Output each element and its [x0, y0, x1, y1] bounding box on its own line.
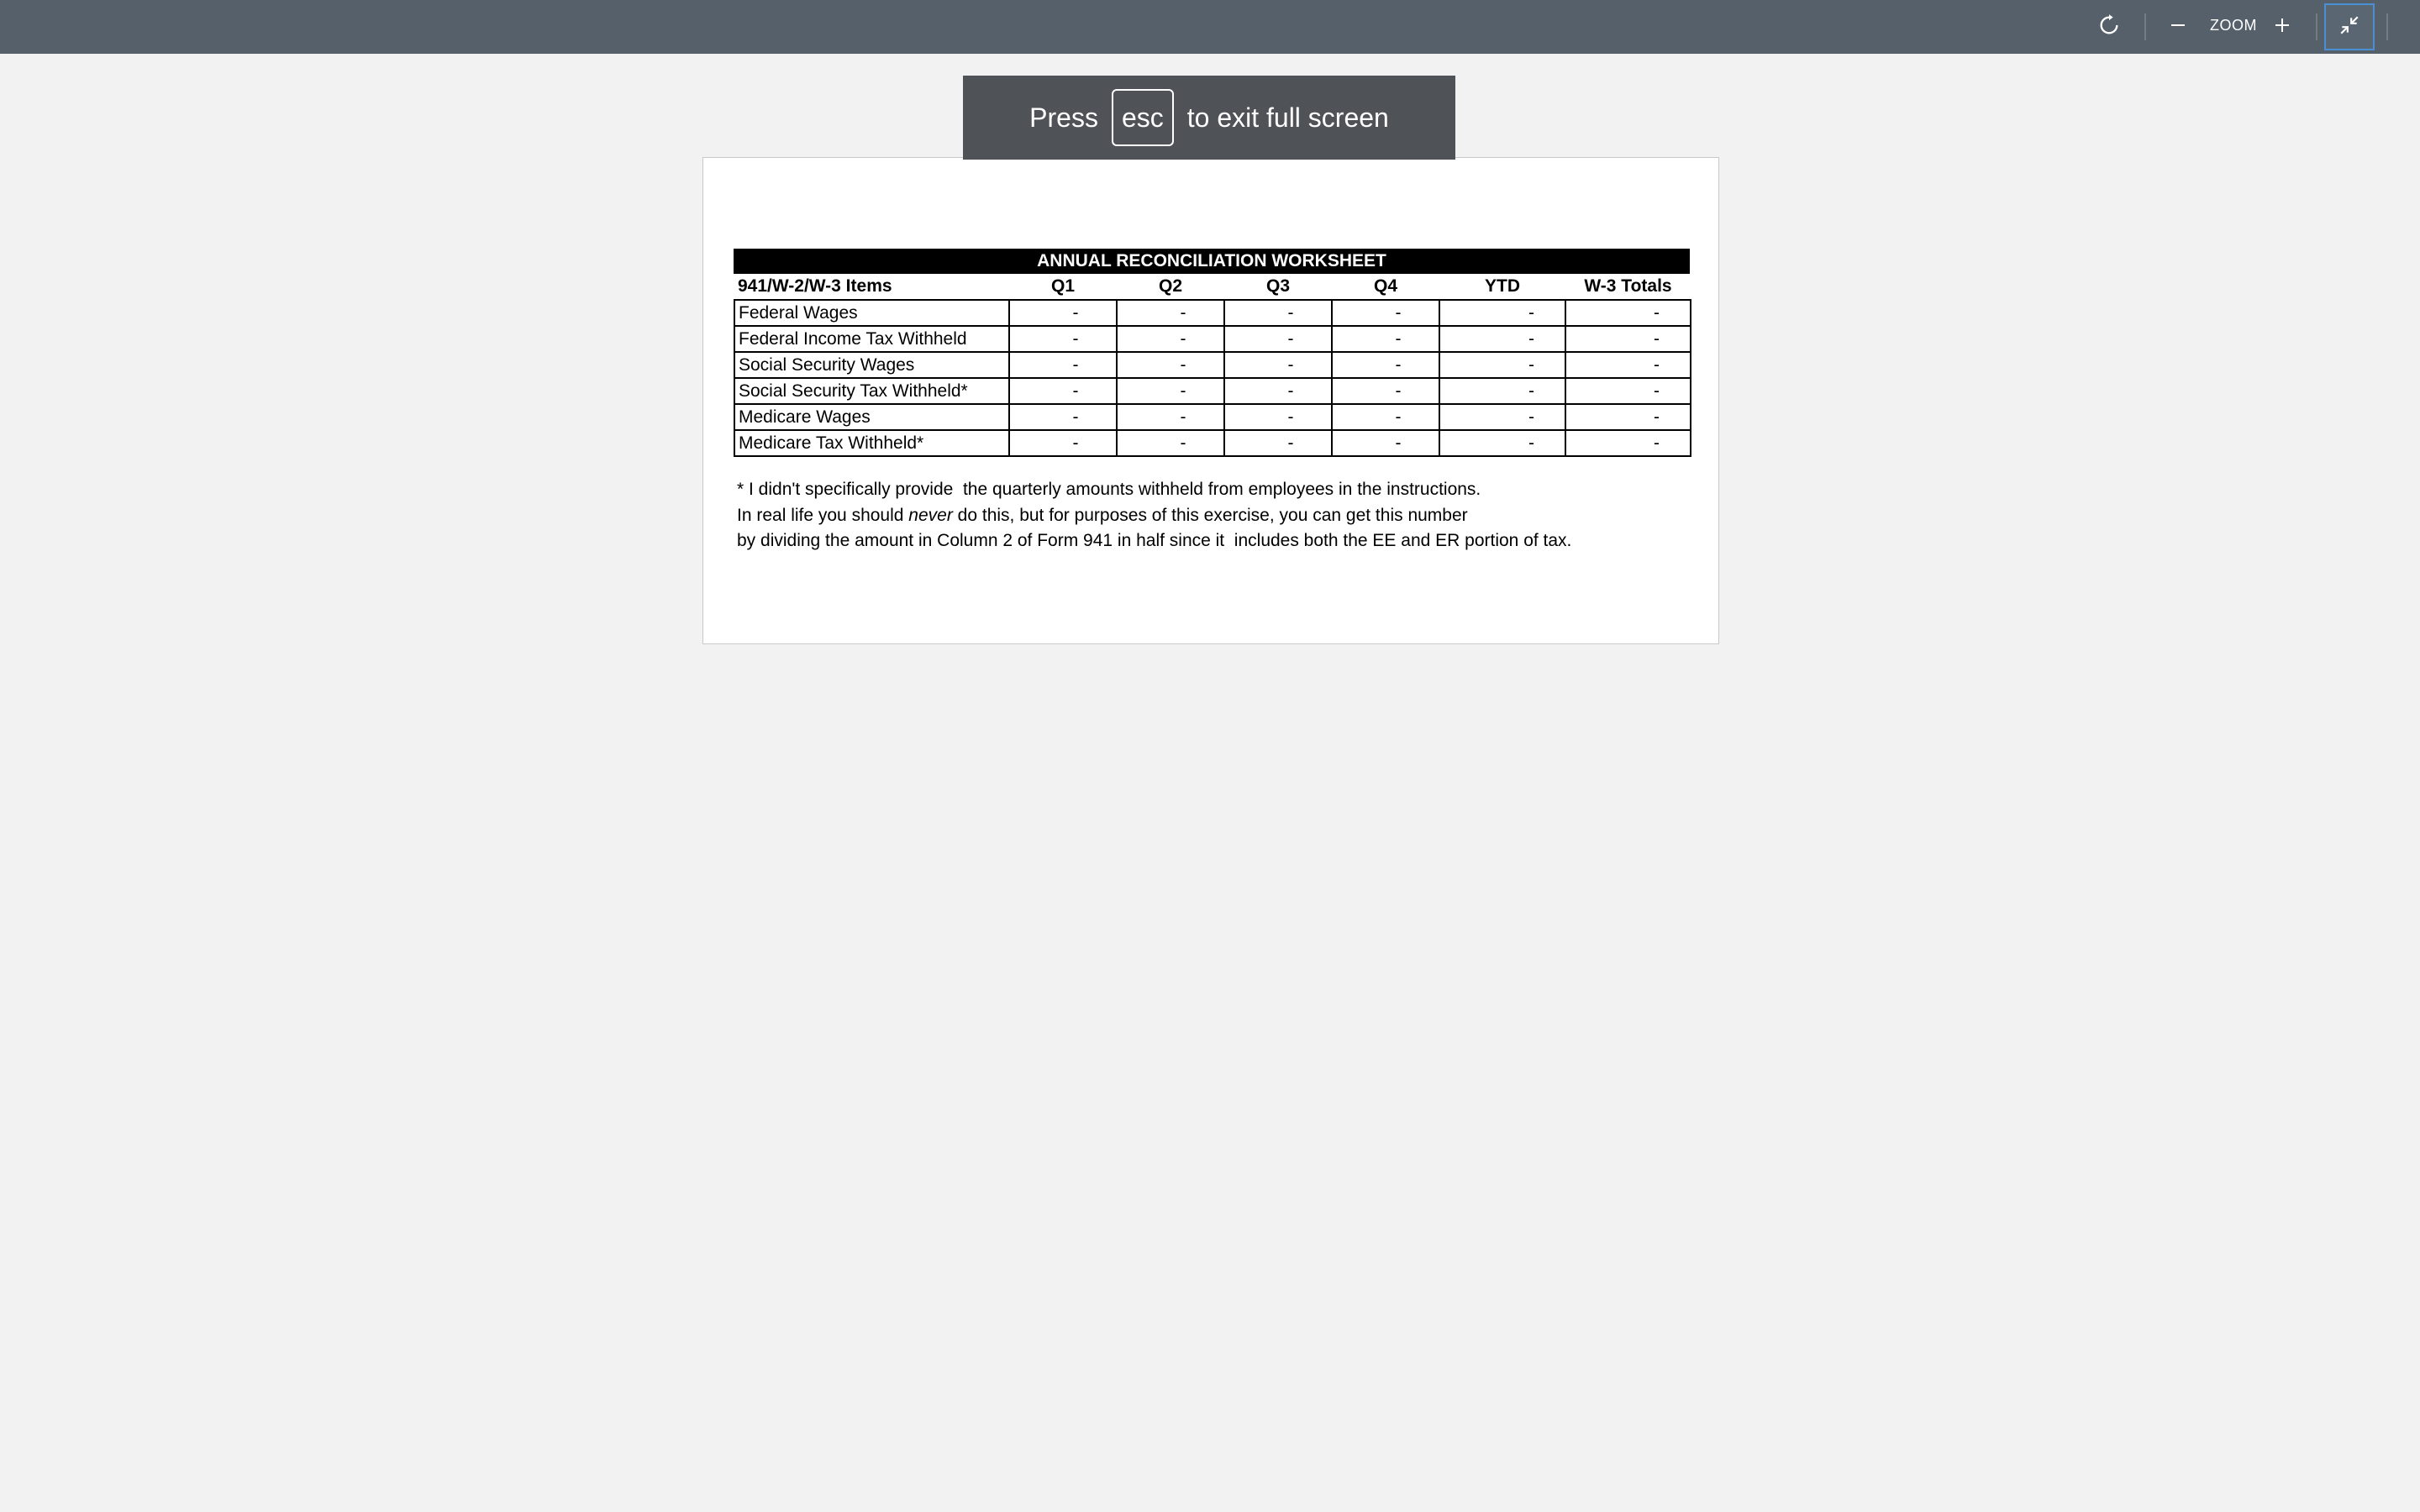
row-label: Social Security Tax Withheld* [734, 378, 1009, 404]
footnote [737, 477, 1695, 554]
column-header: YTD [1485, 276, 1520, 296]
table-cell: - [1565, 326, 1691, 352]
table-cell: - [1224, 326, 1332, 352]
table-cell: - [1565, 430, 1691, 456]
column-header: Q1 [1050, 276, 1075, 296]
table-cell: - [1565, 378, 1691, 404]
row-label: Social Security Wages [734, 352, 1009, 378]
rotate-icon [2097, 13, 2121, 41]
toolbar-divider [2386, 13, 2388, 40]
column-header: W-3 Totals [1584, 276, 1672, 296]
zoom-out-button[interactable] [2161, 10, 2195, 44]
toolbar-divider [2316, 13, 2317, 40]
table-row [734, 300, 1691, 326]
table-cell: - [1332, 378, 1439, 404]
table-row [734, 378, 1691, 404]
table-cell: - [1009, 404, 1117, 430]
table-cell: - [1224, 430, 1332, 456]
table-cell: - [1332, 430, 1439, 456]
table-cell: - [1439, 300, 1565, 326]
table-cell: - [1332, 300, 1439, 326]
viewer-toolbar [0, 0, 2420, 54]
document-page [702, 157, 1719, 644]
row-label: Medicare Wages [734, 404, 1009, 430]
table-cell: - [1224, 300, 1332, 326]
worksheet-title: ANNUAL RECONCILIATION WORKSHEET [734, 249, 1690, 274]
table-cell: - [1439, 404, 1565, 430]
column-header: Q2 [1158, 276, 1182, 296]
table-row [734, 404, 1691, 430]
toast-prefix: Press [1029, 102, 1098, 133]
table-cell: - [1117, 430, 1224, 456]
footnote-text: In real life you should [737, 505, 909, 525]
table-cell: - [1565, 352, 1691, 378]
table-cell: - [1117, 352, 1224, 378]
table-cell: - [1009, 300, 1117, 326]
rotate-button[interactable] [2092, 10, 2126, 44]
column-header: Q3 [1265, 276, 1290, 296]
reconciliation-table [734, 274, 1691, 457]
table-cell: - [1439, 378, 1565, 404]
fullscreen-toast [963, 76, 1455, 160]
row-label: Medicare Tax Withheld* [734, 430, 1009, 456]
column-header: 941/W-2/W-3 Items [738, 276, 892, 296]
row-label: Federal Wages [734, 300, 1009, 326]
table-row [734, 352, 1691, 378]
table-cell: - [1117, 378, 1224, 404]
table-cell: - [1009, 352, 1117, 378]
table-header-row [734, 274, 1691, 300]
table-row [734, 326, 1691, 352]
footnote-emphasis: never [908, 505, 953, 525]
zoom-in-button[interactable] [2265, 10, 2299, 44]
collapse-icon [2338, 14, 2360, 40]
footnote-text: do this, but for purposes of this exercise, you can get this number [952, 505, 1468, 525]
zoom-label: ZOOM [2210, 17, 2257, 34]
table-cell: - [1009, 430, 1117, 456]
esc-key: esc [1112, 89, 1174, 146]
exit-fullscreen-button[interactable] [2324, 3, 2375, 50]
table-cell: - [1224, 404, 1332, 430]
toast-suffix: to exit full screen [1186, 102, 1389, 133]
table-cell: - [1439, 352, 1565, 378]
table-cell: - [1117, 404, 1224, 430]
plus-icon [2273, 16, 2291, 39]
toolbar-divider [2144, 13, 2146, 40]
table-cell: - [1224, 352, 1332, 378]
table-cell: - [1565, 404, 1691, 430]
table-cell: - [1332, 326, 1439, 352]
row-label: Federal Income Tax Withheld [734, 326, 1009, 352]
minus-icon [2169, 16, 2187, 39]
table-cell: - [1117, 326, 1224, 352]
footnote-line [737, 503, 1695, 529]
table-cell: - [1009, 326, 1117, 352]
table-cell: - [1439, 430, 1565, 456]
table-cell: - [1439, 326, 1565, 352]
table-cell: - [1565, 300, 1691, 326]
table-cell: - [1332, 352, 1439, 378]
footnote-line: * I didn't specifically provide the quarterly amounts withheld from employees in the instructions. [737, 480, 1481, 499]
table-row [734, 430, 1691, 456]
column-header: Q4 [1373, 276, 1397, 296]
footnote-line: by dividing the amount in Column 2 of Form 941 in half since it includes both the EE and ER portion of tax. [737, 531, 1572, 550]
table-cell: - [1224, 378, 1332, 404]
table-cell: - [1009, 378, 1117, 404]
table-cell: - [1332, 404, 1439, 430]
table-cell: - [1117, 300, 1224, 326]
